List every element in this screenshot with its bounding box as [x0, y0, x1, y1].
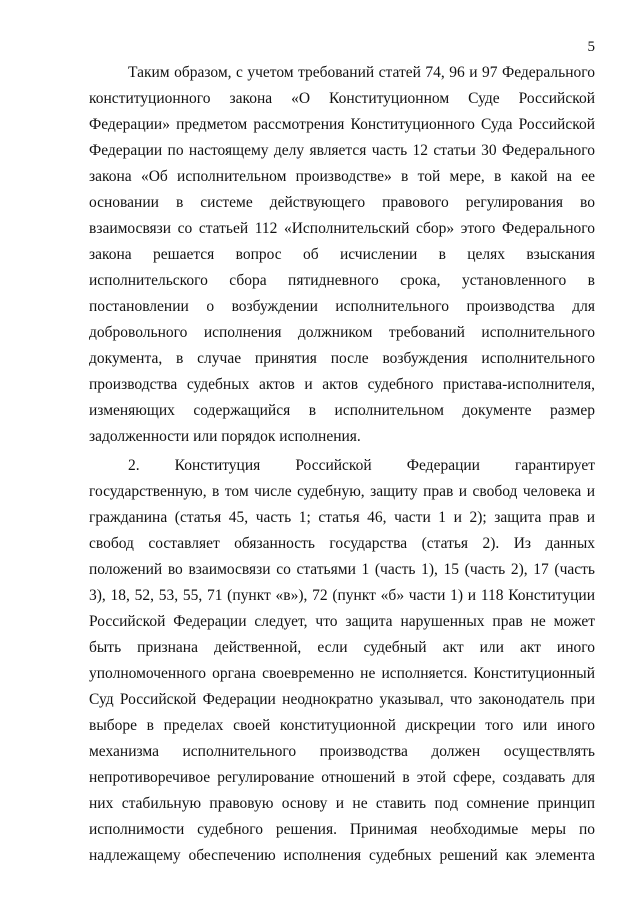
text-line: непротиворечивое регулирование отношений в этой сфере, создавать для	[89, 769, 595, 786]
text-line: Федерации по настоящему делу является часть 12 статьи 30 Федерального	[89, 142, 595, 159]
text-line: уполномоченного органа своевременно не исполняется. Конституционный	[89, 665, 595, 682]
text-line: положений во взаимосвязи со статьями 1 (часть 1), 15 (часть 2), 17 (часть	[89, 561, 595, 578]
text-line: 3), 18, 52, 53, 55, 71 (пункт «в»), 72 (пункт «б» части 1) и 118 Конституции	[89, 587, 595, 604]
text-line: конституционного закона «О Конституционном Суде Российской	[89, 90, 595, 107]
text-line: добровольного исполнения должником требований исполнительного	[89, 324, 595, 341]
text-line: постановлении о возбуждении исполнительного производства для	[89, 298, 595, 315]
text-line: исполнительского сбора пятидневного срока, установленного в	[89, 272, 595, 289]
text-line: Российской Федерации следует, что защита нарушенных прав не может	[89, 613, 595, 630]
page-number: 5	[587, 39, 595, 55]
text-line: задолженности или порядок исполнения.	[89, 428, 361, 445]
text-line: основании в системе действующего правового регулирования во	[89, 194, 595, 211]
document-body	[89, 60, 595, 869]
text-line: них стабильную правовую основу и не ставить под сомнение принцип	[89, 795, 595, 812]
text-line: Таким образом, с учетом требований статей 74, 96 и 97 Федерального	[128, 64, 595, 81]
paragraph-1	[89, 60, 595, 450]
text-line: взаимосвязи со статьей 112 «Исполнительский сбор» этого Федерального	[89, 220, 595, 237]
text-line: государственную, в том числе судебную, защиту прав и свобод человека и	[89, 483, 595, 500]
text-line: производства судебных актов и актов судебного пристава-исполнителя,	[89, 376, 595, 393]
text-line: Суд Российской Федерации неоднократно указывал, что законодатель при	[89, 691, 595, 708]
text-line: надлежащему обеспечению исполнения судебных решений как элемента	[89, 847, 595, 864]
text-line: гражданина (статья 45, часть 1; статья 46, части 1 и 2); защита прав и	[89, 509, 595, 526]
text-line: 2. Конституция Российской Федерации гарантирует	[128, 457, 595, 474]
text-line: закона «Об исполнительном производстве» в той мере, в какой на ее	[89, 168, 595, 185]
text-line: закона решается вопрос об исчислении в целях взыскания	[89, 246, 595, 263]
text-line: исполнимости судебного решения. Принимая необходимые меры по	[89, 821, 595, 838]
text-line: свобод составляет обязанность государства (статья 2). Из данных	[89, 535, 595, 552]
text-line: быть признана действенной, если судебный акт или акт иного	[89, 639, 595, 656]
text-line: Федерации» предметом рассмотрения Конституционного Суда Российской	[89, 116, 595, 133]
text-line: изменяющих содержащийся в исполнительном документе размер	[89, 402, 595, 419]
paragraph-2	[89, 453, 595, 869]
text-line: выборе в пределах своей конституционной дискреции того или иного	[89, 717, 595, 734]
text-line: документа, в случае принятия после возбуждения исполнительного	[89, 350, 595, 367]
text-line: механизма исполнительного производства должен осуществлять	[89, 743, 595, 760]
